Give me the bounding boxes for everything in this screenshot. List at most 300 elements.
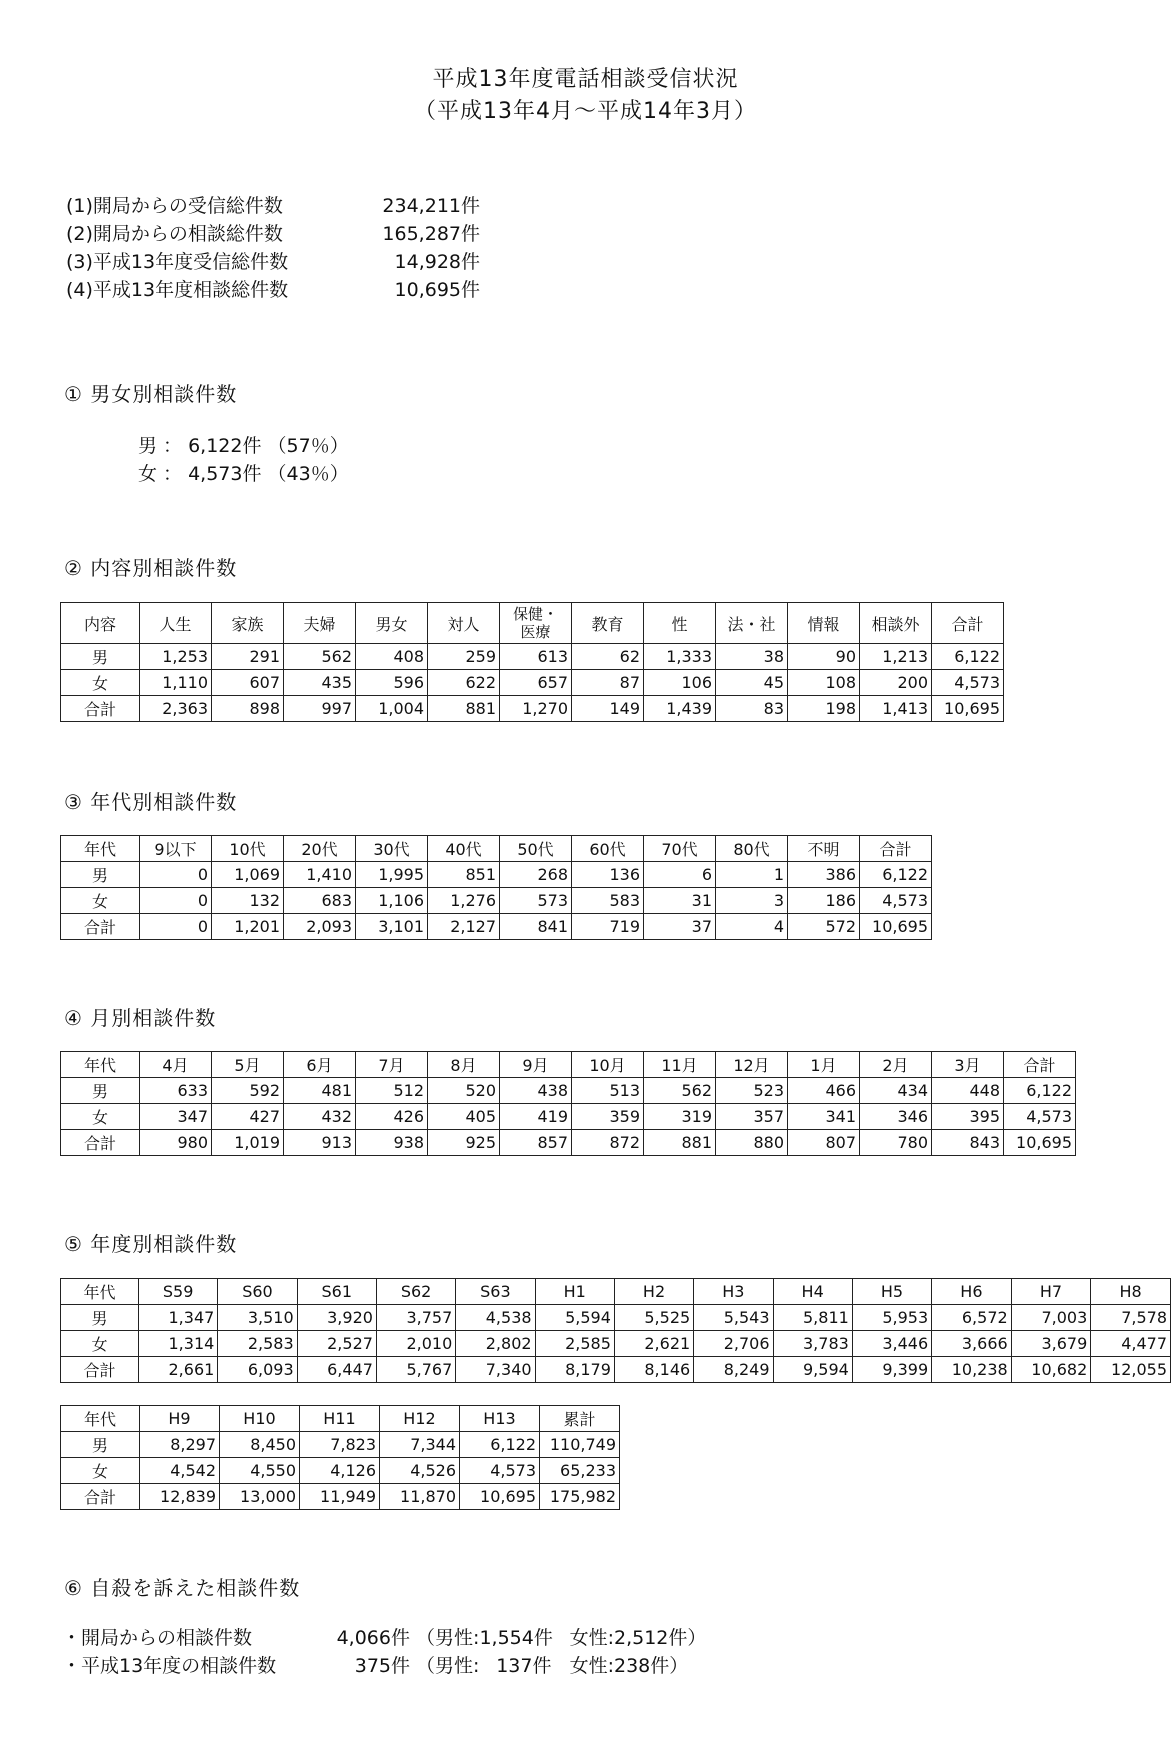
header-cell: 2月 — [860, 1052, 932, 1078]
suicide-total: 375件 — [354, 1655, 410, 1677]
summary-value: 14,928件 — [394, 251, 480, 273]
data-cell: 341 — [788, 1104, 860, 1130]
data-cell: 622 — [428, 670, 500, 696]
table-row — [61, 1130, 1076, 1156]
header-cell: H8 — [1091, 1279, 1171, 1305]
header-cell: 情報 — [788, 603, 860, 644]
header-cell: 内容 — [61, 603, 140, 644]
data-cell: 3,510 — [218, 1305, 297, 1331]
data-cell: 4,573 — [932, 670, 1004, 696]
data-cell: 1,004 — [356, 696, 428, 722]
header-cell: S61 — [297, 1279, 376, 1305]
data-cell: 87 — [572, 670, 644, 696]
data-cell: 583 — [572, 888, 644, 914]
header-cell: S62 — [376, 1279, 455, 1305]
data-cell: 175,982 — [540, 1484, 620, 1510]
data-cell: 319 — [644, 1104, 716, 1130]
data-cell: 596 — [356, 670, 428, 696]
header-cell: H3 — [694, 1279, 773, 1305]
data-cell: 683 — [284, 888, 356, 914]
section-heading-gender: ① 男女別相談件数 — [64, 382, 238, 406]
header-cell: 対人 — [428, 603, 500, 644]
header-cell: 5月 — [212, 1052, 284, 1078]
data-cell: 841 — [500, 914, 572, 940]
header-cell: 12月 — [716, 1052, 788, 1078]
summary-list — [66, 192, 480, 304]
data-cell: 149 — [572, 696, 644, 722]
data-cell: 898 — [212, 696, 284, 722]
data-cell: 108 — [788, 670, 860, 696]
suicide-female: 238件） — [613, 1655, 689, 1677]
header-cell: 9以下 — [140, 836, 212, 862]
data-cell: 851 — [428, 862, 500, 888]
data-cell: 1,439 — [644, 696, 716, 722]
table-header-row — [61, 836, 932, 862]
suicide-female: 2,512件） — [613, 1627, 707, 1649]
data-cell: 857 — [500, 1130, 572, 1156]
data-cell: 2,802 — [456, 1331, 535, 1357]
data-cell: 512 — [356, 1078, 428, 1104]
data-cell: 613 — [500, 644, 572, 670]
data-cell: 1,213 — [860, 644, 932, 670]
data-cell: 1,347 — [139, 1305, 218, 1331]
data-cell: 3,757 — [376, 1305, 455, 1331]
data-cell: 10,695 — [860, 914, 932, 940]
data-cell: 6 — [644, 862, 716, 888]
header-cell: H1 — [535, 1279, 614, 1305]
table-row — [61, 1305, 1171, 1331]
header-cell: 不明 — [788, 836, 860, 862]
data-cell: 83 — [716, 696, 788, 722]
suicide-total: 4,066件 — [336, 1627, 410, 1649]
row-label-cell: 男 — [61, 862, 140, 888]
age-table — [60, 835, 932, 940]
data-cell: 259 — [428, 644, 500, 670]
header-cell: 40代 — [428, 836, 500, 862]
data-cell: 6,122 — [460, 1432, 540, 1458]
data-cell: 10,695 — [1004, 1130, 1076, 1156]
section-heading-content: ② 内容別相談件数 — [64, 556, 238, 580]
header-cell: 10代 — [212, 836, 284, 862]
data-cell: 427 — [212, 1104, 284, 1130]
table-row — [61, 888, 932, 914]
data-cell: 7,340 — [456, 1357, 535, 1383]
suicide-male: 137件 — [496, 1655, 552, 1677]
gender-row-male: 男 ： 6,122件 （57％） — [138, 435, 349, 457]
data-cell: 2,010 — [376, 1331, 455, 1357]
data-cell: 881 — [428, 696, 500, 722]
suicide-label: ・開局からの相談件数 — [62, 1627, 253, 1649]
summary-row — [66, 248, 480, 276]
data-cell: 719 — [572, 914, 644, 940]
year-table-1 — [60, 1278, 1171, 1383]
header-cell: H13 — [460, 1406, 540, 1432]
data-cell: 4,550 — [220, 1458, 300, 1484]
data-cell: 268 — [500, 862, 572, 888]
data-cell: 592 — [212, 1078, 284, 1104]
summary-row — [66, 220, 480, 248]
table-header-row — [61, 603, 1004, 644]
data-cell: 513 — [572, 1078, 644, 1104]
data-cell: 6,122 — [860, 862, 932, 888]
suicide-row — [62, 1624, 707, 1652]
header-cell: 70代 — [644, 836, 716, 862]
data-cell: 997 — [284, 696, 356, 722]
data-cell: 572 — [788, 914, 860, 940]
data-cell: 925 — [428, 1130, 500, 1156]
header-cell: 1月 — [788, 1052, 860, 1078]
header-cell: H4 — [773, 1279, 852, 1305]
row-label-cell: 男 — [61, 644, 140, 670]
table-row — [61, 1078, 1076, 1104]
data-cell: 466 — [788, 1078, 860, 1104]
data-cell: 7,578 — [1091, 1305, 1171, 1331]
data-cell: 1 — [716, 862, 788, 888]
header-cell: 4月 — [140, 1052, 212, 1078]
data-cell: 1,019 — [212, 1130, 284, 1156]
data-cell: 38 — [716, 644, 788, 670]
data-cell: 7,823 — [300, 1432, 380, 1458]
header-cell: 3月 — [932, 1052, 1004, 1078]
header-cell: 80代 — [716, 836, 788, 862]
header-cell: 年代 — [61, 1279, 139, 1305]
data-cell: 2,093 — [284, 914, 356, 940]
suicide-male-label: （男性: — [416, 1627, 480, 1649]
data-cell: 37 — [644, 914, 716, 940]
header-cell: 11月 — [644, 1052, 716, 1078]
row-label-cell: 合計 — [61, 1484, 140, 1510]
data-cell: 10,238 — [932, 1357, 1012, 1383]
header-cell: H12 — [380, 1406, 460, 1432]
header-cell: 性 — [644, 603, 716, 644]
data-cell: 8,146 — [614, 1357, 693, 1383]
data-cell: 8,249 — [694, 1357, 773, 1383]
data-cell: 1,333 — [644, 644, 716, 670]
data-cell: 1,253 — [140, 644, 212, 670]
data-cell: 1,276 — [428, 888, 500, 914]
table-row — [61, 644, 1004, 670]
header-cell: 男女 — [356, 603, 428, 644]
summary-value: 165,287件 — [382, 223, 480, 245]
table-row — [61, 1458, 620, 1484]
table-header-row — [61, 1279, 1171, 1305]
header-cell: 人生 — [140, 603, 212, 644]
header-cell: 6月 — [284, 1052, 356, 1078]
data-cell: 5,767 — [376, 1357, 455, 1383]
header-cell: S59 — [139, 1279, 218, 1305]
month-table — [60, 1051, 1076, 1156]
data-cell: 357 — [716, 1104, 788, 1130]
data-cell: 880 — [716, 1130, 788, 1156]
data-cell: 438 — [500, 1078, 572, 1104]
data-cell: 872 — [572, 1130, 644, 1156]
header-cell: 60代 — [572, 836, 644, 862]
data-cell: 4,477 — [1091, 1331, 1171, 1357]
year-table-2 — [60, 1405, 620, 1510]
header-cell: H10 — [220, 1406, 300, 1432]
data-cell: 2,621 — [614, 1331, 693, 1357]
page-title: 平成13年度電話相談受信状況 — [432, 67, 739, 92]
section-heading-year: ⑤ 年度別相談件数 — [64, 1232, 238, 1256]
gender-summary — [138, 432, 349, 488]
suicide-male: 1,554件 — [479, 1627, 553, 1649]
data-cell: 11,870 — [380, 1484, 460, 1510]
row-label-cell: 男 — [61, 1078, 140, 1104]
table-row — [61, 1104, 1076, 1130]
data-cell: 3,101 — [356, 914, 428, 940]
section-heading-month: ④ 月別相談件数 — [64, 1006, 217, 1030]
data-cell: 520 — [428, 1078, 500, 1104]
header-cell: 年代 — [61, 1052, 140, 1078]
data-cell: 5,953 — [852, 1305, 931, 1331]
data-cell: 2,127 — [428, 914, 500, 940]
data-cell: 7,003 — [1011, 1305, 1091, 1331]
data-cell: 434 — [860, 1078, 932, 1104]
summary-row — [66, 276, 480, 304]
data-cell: 7,344 — [380, 1432, 460, 1458]
data-cell: 8,450 — [220, 1432, 300, 1458]
data-cell: 843 — [932, 1130, 1004, 1156]
data-cell: 4,526 — [380, 1458, 460, 1484]
suicide-row — [62, 1652, 689, 1680]
page-subtitle: （平成13年4月～平成14年3月） — [414, 99, 757, 124]
suicide-female-label: 女性: — [569, 1655, 614, 1677]
data-cell: 426 — [356, 1104, 428, 1130]
summary-label: (2)開局からの相談総件数 — [66, 223, 283, 245]
data-cell: 9,594 — [773, 1357, 852, 1383]
data-cell: 8,297 — [140, 1432, 220, 1458]
data-cell: 4,573 — [460, 1458, 540, 1484]
data-cell: 2,706 — [694, 1331, 773, 1357]
table-row — [61, 862, 932, 888]
summary-value: 10,695件 — [394, 279, 480, 301]
data-cell: 10,682 — [1011, 1357, 1091, 1383]
data-cell: 408 — [356, 644, 428, 670]
header-cell: 保健・ 医療 — [500, 603, 572, 644]
data-cell: 607 — [212, 670, 284, 696]
data-cell: 6,572 — [932, 1305, 1012, 1331]
data-cell: 4,126 — [300, 1458, 380, 1484]
row-label-cell: 女 — [61, 1331, 139, 1357]
data-cell: 3,679 — [1011, 1331, 1091, 1357]
header-cell: 9月 — [500, 1052, 572, 1078]
header-cell: 家族 — [212, 603, 284, 644]
data-cell: 405 — [428, 1104, 500, 1130]
data-cell: 1,995 — [356, 862, 428, 888]
table-row — [61, 1357, 1171, 1383]
header-cell: S60 — [218, 1279, 297, 1305]
data-cell: 5,525 — [614, 1305, 693, 1331]
header-cell: 合計 — [932, 603, 1004, 644]
summary-label: (1)開局からの受信総件数 — [66, 195, 283, 217]
header-cell: 相談外 — [860, 603, 932, 644]
data-cell: 0 — [140, 914, 212, 940]
data-cell: 481 — [284, 1078, 356, 1104]
data-cell: 200 — [860, 670, 932, 696]
data-cell: 4,573 — [1004, 1104, 1076, 1130]
header-cell: 法・社 — [716, 603, 788, 644]
data-cell: 573 — [500, 888, 572, 914]
row-label-cell: 女 — [61, 1458, 140, 1484]
data-cell: 386 — [788, 862, 860, 888]
data-cell: 3 — [716, 888, 788, 914]
data-cell: 435 — [284, 670, 356, 696]
summary-label: (4)平成13年度相談総件数 — [66, 279, 289, 301]
data-cell: 1,069 — [212, 862, 284, 888]
data-cell: 2,363 — [140, 696, 212, 722]
header-cell: 合計 — [1004, 1052, 1076, 1078]
row-label-cell: 合計 — [61, 696, 140, 722]
table-row — [61, 696, 1004, 722]
header-cell: 30代 — [356, 836, 428, 862]
data-cell: 136 — [572, 862, 644, 888]
data-cell: 31 — [644, 888, 716, 914]
row-label-cell: 合計 — [61, 1130, 140, 1156]
summary-row — [66, 192, 480, 220]
summary-label: (3)平成13年度受信総件数 — [66, 251, 289, 273]
header-cell: 教育 — [572, 603, 644, 644]
header-cell: 年代 — [61, 1406, 140, 1432]
suicide-label: ・平成13年度の相談件数 — [62, 1655, 277, 1677]
data-cell: 5,594 — [535, 1305, 614, 1331]
header-cell: H11 — [300, 1406, 380, 1432]
data-cell: 45 — [716, 670, 788, 696]
data-cell: 1,410 — [284, 862, 356, 888]
table-row — [61, 670, 1004, 696]
data-cell: 11,949 — [300, 1484, 380, 1510]
data-cell: 186 — [788, 888, 860, 914]
data-cell: 4,542 — [140, 1458, 220, 1484]
data-cell: 359 — [572, 1104, 644, 1130]
header-cell: 50代 — [500, 836, 572, 862]
data-cell: 980 — [140, 1130, 212, 1156]
data-cell: 523 — [716, 1078, 788, 1104]
data-cell: 881 — [644, 1130, 716, 1156]
table-row — [61, 1484, 620, 1510]
data-cell: 1,201 — [212, 914, 284, 940]
row-label-cell: 合計 — [61, 914, 140, 940]
data-cell: 6,093 — [218, 1357, 297, 1383]
data-cell: 1,270 — [500, 696, 572, 722]
data-cell: 0 — [140, 862, 212, 888]
row-label-cell: 女 — [61, 670, 140, 696]
data-cell: 9,399 — [852, 1357, 931, 1383]
header-cell: 10月 — [572, 1052, 644, 1078]
data-cell: 65,233 — [540, 1458, 620, 1484]
section-heading-age: ③ 年代別相談件数 — [64, 790, 238, 814]
data-cell: 3,666 — [932, 1331, 1012, 1357]
data-cell: 62 — [572, 644, 644, 670]
row-label-cell: 女 — [61, 888, 140, 914]
data-cell: 657 — [500, 670, 572, 696]
header-cell: H2 — [614, 1279, 693, 1305]
data-cell: 5,543 — [694, 1305, 773, 1331]
data-cell: 12,055 — [1091, 1357, 1171, 1383]
data-cell: 347 — [140, 1104, 212, 1130]
data-cell: 132 — [212, 888, 284, 914]
data-cell: 4,538 — [456, 1305, 535, 1331]
data-cell: 419 — [500, 1104, 572, 1130]
table-row — [61, 1432, 620, 1458]
table-header-row — [61, 1406, 620, 1432]
data-cell: 448 — [932, 1078, 1004, 1104]
header-cell: 7月 — [356, 1052, 428, 1078]
header-cell: H6 — [932, 1279, 1012, 1305]
data-cell: 90 — [788, 644, 860, 670]
data-cell: 10,695 — [460, 1484, 540, 1510]
header-cell: H7 — [1011, 1279, 1091, 1305]
row-label-cell: 男 — [61, 1432, 140, 1458]
data-cell: 1,314 — [139, 1331, 218, 1357]
data-cell: 5,811 — [773, 1305, 852, 1331]
data-cell: 395 — [932, 1104, 1004, 1130]
table-header-row — [61, 1052, 1076, 1078]
header-cell: 20代 — [284, 836, 356, 862]
data-cell: 807 — [788, 1130, 860, 1156]
row-label-cell: 男 — [61, 1305, 139, 1331]
data-cell: 3,446 — [852, 1331, 931, 1357]
data-cell: 1,110 — [140, 670, 212, 696]
header-cell: H9 — [140, 1406, 220, 1432]
data-cell: 2,583 — [218, 1331, 297, 1357]
data-cell: 4 — [716, 914, 788, 940]
header-cell: S63 — [456, 1279, 535, 1305]
data-cell: 10,695 — [932, 696, 1004, 722]
suicide-female-label: 女性: — [569, 1627, 614, 1649]
data-cell: 291 — [212, 644, 284, 670]
content-table — [60, 602, 1004, 722]
data-cell: 3,783 — [773, 1331, 852, 1357]
gender-row-female: 女 ： 4,573件 （43％） — [138, 463, 349, 485]
header-cell: 合計 — [860, 836, 932, 862]
section-heading-suicide: ⑥ 自殺を訴えた相談件数 — [64, 1576, 301, 1600]
data-cell: 2,585 — [535, 1331, 614, 1357]
data-cell: 1,413 — [860, 696, 932, 722]
data-cell: 4,573 — [860, 888, 932, 914]
data-cell: 198 — [788, 696, 860, 722]
table-row — [61, 1331, 1171, 1357]
data-cell: 346 — [860, 1104, 932, 1130]
data-cell: 562 — [644, 1078, 716, 1104]
suicide-summary — [62, 1624, 707, 1680]
data-cell: 1,106 — [356, 888, 428, 914]
header-cell: 夫婦 — [284, 603, 356, 644]
row-label-cell: 女 — [61, 1104, 140, 1130]
data-cell: 12,839 — [140, 1484, 220, 1510]
data-cell: 106 — [644, 670, 716, 696]
data-cell: 633 — [140, 1078, 212, 1104]
data-cell: 6,122 — [932, 644, 1004, 670]
suicide-male-label: （男性: — [416, 1655, 480, 1677]
data-cell: 2,527 — [297, 1331, 376, 1357]
data-cell: 562 — [284, 644, 356, 670]
header-cell: H5 — [852, 1279, 931, 1305]
data-cell: 2,661 — [139, 1357, 218, 1383]
table-row — [61, 914, 932, 940]
data-cell: 938 — [356, 1130, 428, 1156]
data-cell: 0 — [140, 888, 212, 914]
data-cell: 13,000 — [220, 1484, 300, 1510]
header-cell: 8月 — [428, 1052, 500, 1078]
data-cell: 3,920 — [297, 1305, 376, 1331]
header-cell: 累計 — [540, 1406, 620, 1432]
summary-value: 234,211件 — [382, 195, 480, 217]
data-cell: 6,122 — [1004, 1078, 1076, 1104]
header-cell: 年代 — [61, 836, 140, 862]
row-label-cell: 合計 — [61, 1357, 139, 1383]
data-cell: 432 — [284, 1104, 356, 1130]
data-cell: 6,447 — [297, 1357, 376, 1383]
